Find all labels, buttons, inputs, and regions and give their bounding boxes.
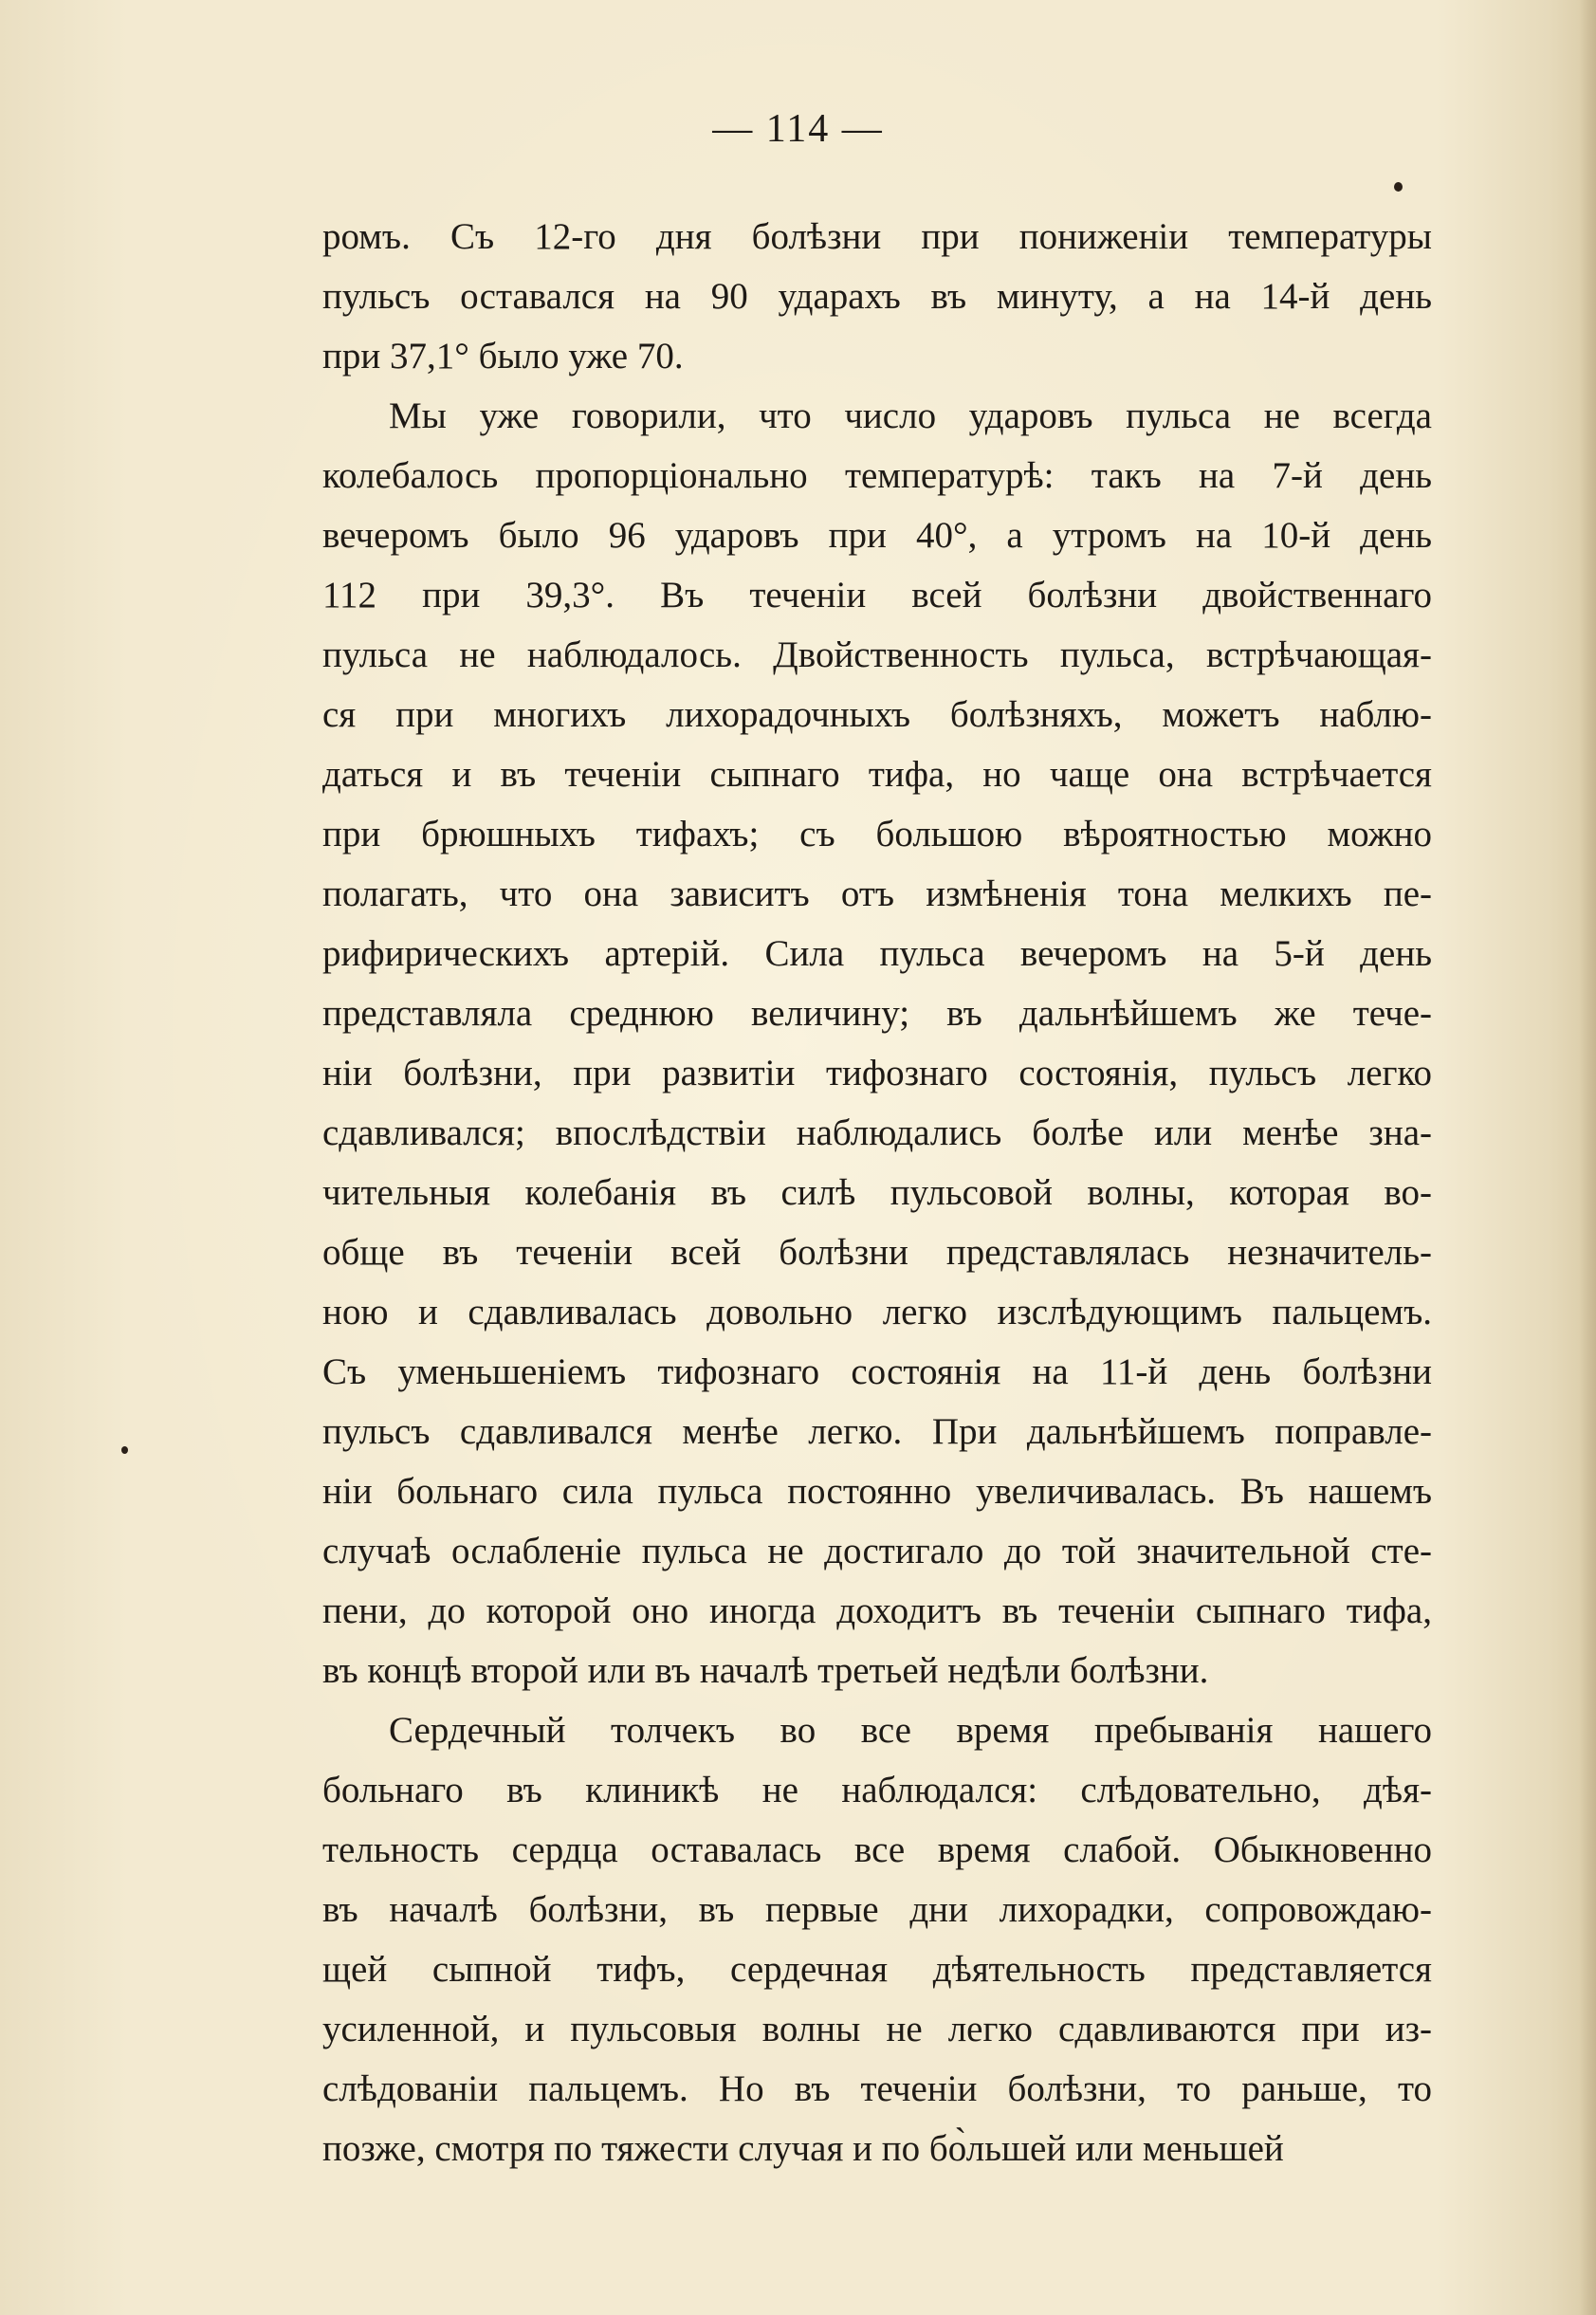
text-line: сдавливался; впослѣдствіи наблюдались болѣе или менѣе зна- [322,1112,1432,1153]
text-line: усиленной, и пульсовыя волны не легко сдавливаются при из- [322,2009,1432,2049]
text-line: рифирическихъ артерій. Сила пульса вечеромъ на 5-й день [322,933,1432,974]
text-line: ромъ. Съ 12-го дня болѣзни при пониженіи температуры [322,216,1432,257]
text-line: 112 при 39,3°. Въ теченіи всей болѣзни двойственнаго [322,575,1432,615]
text-line: щей сыпной тифъ, сердечная дѣятельность представляется [322,1949,1432,1990]
text-line: ною и сдавливалась довольно легко изслѣдующимъ пальцемъ. [322,1292,1432,1332]
text-line: ніи болѣзни, при развитіи тифознаго состоянія, пульсъ легко [322,1053,1432,1093]
text-line: ся при многихъ лихорадочныхъ болѣзняхъ, можетъ наблю- [322,694,1432,735]
text-line: Сердечный толчекъ во все время пребыванія нашего [389,1710,1432,1751]
text-line: чительныя колебанія въ силѣ пульсовой волны, которая во- [322,1172,1432,1213]
text-line: въ началѣ болѣзни, въ первые дни лихорадки, сопровождаю- [322,1889,1432,1930]
paragraph [322,1700,1432,2178]
paragraph [322,386,1432,1700]
text-line: больнаго въ клиникѣ не наблюдался: слѣдовательно, дѣя- [322,1770,1432,1810]
text-line: обще въ теченіи всей болѣзни представлялась незначитель- [322,1232,1432,1273]
ink-speck [121,1446,128,1454]
text-line: при 37,1° было уже 70. [322,336,684,377]
text-line: позже, смотря по тяжести случая и по бо̀льшей или меньшей [322,2128,1284,2169]
text-line: Мы уже говорили, что число ударовъ пульса не всегда [389,395,1432,436]
text-line: полагать, что она зависитъ отъ измѣненія тона мелкихъ пе- [322,873,1432,914]
text-line: случаѣ ослабленіе пульса не достигало до той значительной сте- [322,1531,1432,1571]
text-line: тельность сердца оставалась все время слабой. Обыкновенно [322,1829,1432,1870]
page-number: — 114 — [712,107,884,151]
text-line: пульсъ оставался на 90 ударахъ въ минуту, а на 14-й день [322,276,1432,317]
text-line: слѣдованіи пальцемъ. Но въ теченіи болѣзни, то раньше, то [322,2068,1432,2109]
text-line: представляла среднюю величину; въ дальнѣйшемъ же тече- [322,993,1432,1034]
body-text [322,207,1432,2178]
text-line: пульса не наблюдалось. Двойственность пульса, встрѣчающая- [322,634,1432,675]
ink-speck [1394,182,1403,192]
page-edge-shadow [1579,0,1596,2315]
text-line: въ концѣ второй или въ началѣ третьей недѣли болѣзни. [322,1650,1209,1691]
text-line: при брюшныхъ тифахъ; съ большою вѣроятностью можно [322,814,1432,854]
text-line: вечеромъ было 96 ударовъ при 40°, а утромъ на 10-й день [322,515,1432,556]
text-line: колебалось пропорціонально температурѣ: такъ на 7-й день [322,455,1432,496]
text-line: пульсъ сдавливался менѣе легко. При дальнѣйшемъ поправле- [322,1411,1432,1452]
text-line: пени, до которой оно иногда доходитъ въ теченіи сыпнаго тифа, [322,1590,1432,1631]
text-line: Съ уменьшеніемъ тифознаго состоянія на 11-й день болѣзни [322,1351,1432,1392]
text-line: ніи больнаго сила пульса постоянно увеличивалась. Въ нашемъ [322,1471,1432,1512]
text-line: даться и въ теченіи сыпнаго тифа, но чаще она встрѣчается [322,754,1432,795]
paragraph [322,207,1432,386]
